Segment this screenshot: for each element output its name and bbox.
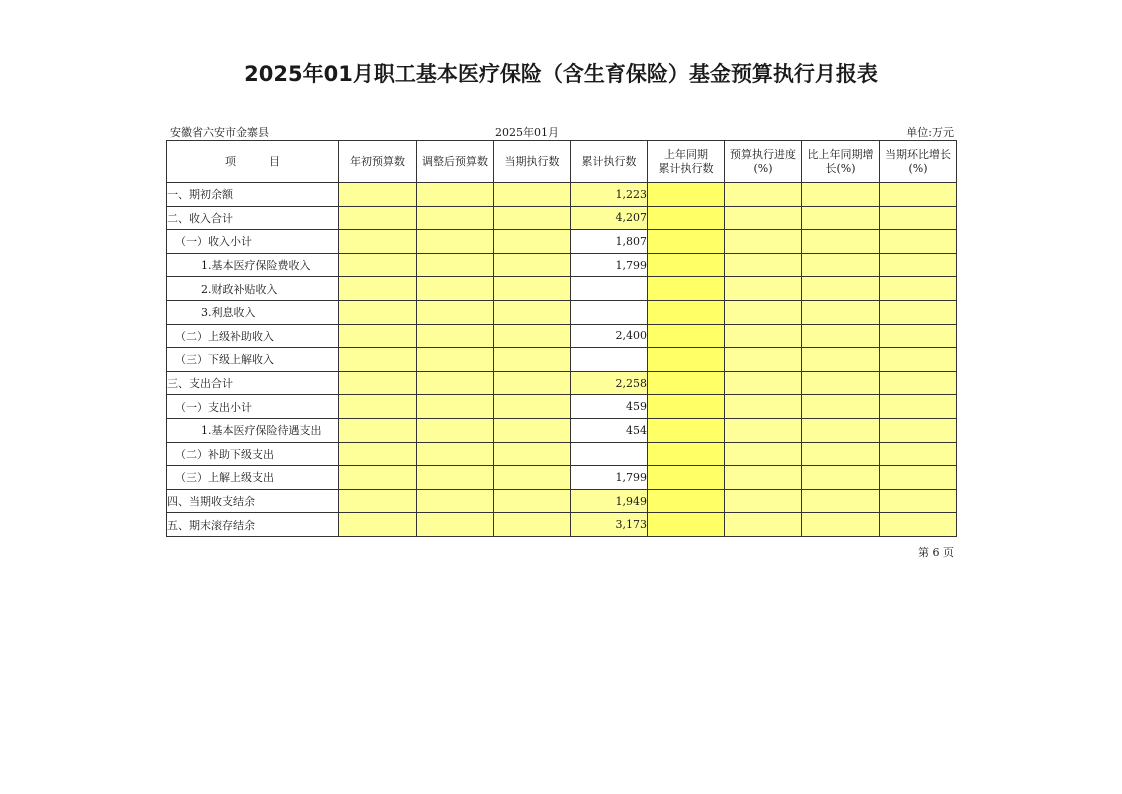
cell-last-year[interactable] [648,489,725,513]
cell-cumulative-exec[interactable] [571,277,648,301]
table-row [167,183,957,207]
cell-mom[interactable] [880,513,957,537]
cell-last-year[interactable] [648,513,725,537]
cell-initial-budget[interactable] [339,442,417,466]
cell-progress[interactable] [725,277,802,301]
cell-yoy[interactable] [802,230,880,254]
header-adjusted-budget: 调整后预算数 [417,141,494,183]
cell-last-year[interactable] [648,442,725,466]
budget-report-table [166,140,957,537]
cell-current-exec[interactable] [494,230,571,254]
cell-mom[interactable] [880,418,957,442]
row-label: （一）支出小计 [167,395,339,419]
table-row [167,395,957,419]
cell-initial-budget[interactable] [339,300,417,324]
cell-progress[interactable] [725,348,802,372]
cell-initial-budget[interactable] [339,230,417,254]
header-progress-line1: 预算执行进度 [730,147,796,161]
cell-last-year[interactable] [648,466,725,490]
cell-initial-budget[interactable] [339,489,417,513]
cell-yoy[interactable] [802,466,880,490]
cell-adjusted-budget[interactable] [417,442,494,466]
header-mom [880,141,957,183]
cell-progress[interactable] [725,442,802,466]
header-current-exec: 当期执行数 [494,141,571,183]
cell-current-exec[interactable] [494,395,571,419]
cell-mom[interactable] [880,324,957,348]
row-label: 二、收入合计 [167,206,339,230]
cell-progress[interactable] [725,206,802,230]
cell-progress[interactable] [725,230,802,254]
cell-yoy[interactable] [802,253,880,277]
header-last-year-line1: 上年同期 [664,147,708,161]
cell-adjusted-budget[interactable] [417,277,494,301]
cell-initial-budget[interactable] [339,183,417,207]
table-row [167,466,957,490]
row-label: 2.财政补贴收入 [167,277,339,301]
row-label: 1.基本医疗保险待遇支出 [167,418,339,442]
cell-last-year[interactable] [648,395,725,419]
table-row [167,277,957,301]
cell-yoy[interactable] [802,418,880,442]
period-label: 2025年01月 [495,126,559,139]
table-row [167,230,957,254]
cell-yoy[interactable] [802,442,880,466]
header-last-year-line2: 累计执行数 [658,161,714,175]
cell-current-exec[interactable] [494,253,571,277]
row-label: 1.基本医疗保险费收入 [167,253,339,277]
cell-initial-budget[interactable] [339,253,417,277]
cell-initial-budget[interactable] [339,277,417,301]
table-row [167,324,957,348]
table-row [167,442,957,466]
cell-cumulative-exec[interactable]: 4,207 [571,206,648,230]
table-row [167,348,957,372]
cell-current-exec[interactable] [494,206,571,230]
cell-mom[interactable] [880,300,957,324]
row-label: （二）补助下级支出 [167,442,339,466]
cell-adjusted-budget[interactable] [417,513,494,537]
table-row [167,253,957,277]
cell-initial-budget[interactable] [339,513,417,537]
cell-progress[interactable] [725,371,802,395]
cell-initial-budget[interactable] [339,395,417,419]
cell-current-exec[interactable] [494,348,571,372]
header-progress-line2: (%) [753,161,773,175]
header-cumulative-exec: 累计执行数 [571,141,648,183]
cell-cumulative-exec[interactable]: 2,400 [571,324,648,348]
cell-initial-budget[interactable] [339,371,417,395]
table-row [167,371,957,395]
cell-mom[interactable] [880,371,957,395]
cell-cumulative-exec[interactable]: 1,807 [571,230,648,254]
row-label: 一、期初余额 [167,183,339,207]
cell-progress[interactable] [725,395,802,419]
cell-cumulative-exec[interactable]: 1,799 [571,466,648,490]
cell-adjusted-budget[interactable] [417,489,494,513]
cell-adjusted-budget[interactable] [417,466,494,490]
cell-current-exec[interactable] [494,324,571,348]
table-row [167,300,957,324]
cell-progress[interactable] [725,253,802,277]
header-last-year [648,141,725,183]
header-progress [725,141,802,183]
row-label: （一）收入小计 [167,230,339,254]
cell-last-year[interactable] [648,230,725,254]
unit-label: 单位:万元 [906,126,954,139]
header-item: 项 目 [167,141,339,183]
table-row [167,513,957,537]
region-label: 安徽省六安市金寨县 [170,126,269,139]
cell-cumulative-exec[interactable]: 2,258 [571,371,648,395]
cell-yoy[interactable] [802,489,880,513]
cell-cumulative-exec[interactable]: 1,223 [571,183,648,207]
cell-yoy[interactable] [802,277,880,301]
cell-last-year[interactable] [648,324,725,348]
cell-yoy[interactable] [802,206,880,230]
cell-progress[interactable] [725,300,802,324]
cell-last-year[interactable] [648,371,725,395]
cell-yoy[interactable] [802,513,880,537]
cell-initial-budget[interactable] [339,324,417,348]
cell-current-exec[interactable] [494,442,571,466]
table-row [167,206,957,230]
cell-yoy[interactable] [802,395,880,419]
row-label: （二）上级补助收入 [167,324,339,348]
cell-initial-budget[interactable] [339,348,417,372]
cell-current-exec[interactable] [494,489,571,513]
table-row [167,489,957,513]
cell-adjusted-budget[interactable] [417,300,494,324]
cell-last-year[interactable] [648,418,725,442]
header-row [167,141,957,183]
cell-current-exec[interactable] [494,513,571,537]
cell-progress[interactable] [725,324,802,348]
cell-current-exec[interactable] [494,183,571,207]
cell-cumulative-exec[interactable] [571,348,648,372]
report-title: 2025年01月职工基本医疗保险（含生育保险）基金预算执行月报表 [244,62,878,86]
cell-current-exec[interactable] [494,300,571,324]
cell-initial-budget[interactable] [339,418,417,442]
cell-adjusted-budget[interactable] [417,206,494,230]
cell-adjusted-budget[interactable] [417,371,494,395]
header-yoy-line1: 比上年同期增 [807,147,874,161]
row-label: 四、当期收支结余 [167,489,339,513]
page-number: 第 6 页 [918,546,954,559]
cell-adjusted-budget[interactable] [417,348,494,372]
cell-progress[interactable] [725,183,802,207]
cell-yoy[interactable] [802,324,880,348]
cell-cumulative-exec[interactable] [571,300,648,324]
cell-adjusted-budget[interactable] [417,230,494,254]
cell-yoy[interactable] [802,371,880,395]
cell-mom[interactable] [880,442,957,466]
cell-yoy[interactable] [802,348,880,372]
row-label: （三）上解上级支出 [167,466,339,490]
cell-adjusted-budget[interactable] [417,395,494,419]
cell-adjusted-budget[interactable] [417,253,494,277]
header-mom-line2: (%) [908,161,928,175]
cell-cumulative-exec[interactable]: 1,949 [571,489,648,513]
cell-cumulative-exec[interactable]: 3,173 [571,513,648,537]
cell-cumulative-exec[interactable]: 454 [571,418,648,442]
cell-yoy[interactable] [802,183,880,207]
cell-cumulative-exec[interactable]: 1,799 [571,253,648,277]
cell-adjusted-budget[interactable] [417,324,494,348]
header-initial-budget: 年初预算数 [339,141,417,183]
cell-last-year[interactable] [648,300,725,324]
cell-mom[interactable] [880,395,957,419]
cell-progress[interactable] [725,418,802,442]
cell-adjusted-budget[interactable] [417,183,494,207]
cell-mom[interactable] [880,277,957,301]
cell-mom[interactable] [880,230,957,254]
cell-mom[interactable] [880,489,957,513]
header-yoy [802,141,880,183]
cell-yoy[interactable] [802,300,880,324]
cell-cumulative-exec[interactable]: 459 [571,395,648,419]
cell-initial-budget[interactable] [339,206,417,230]
table-row [167,418,957,442]
cell-mom[interactable] [880,253,957,277]
row-label: 3.利息收入 [167,300,339,324]
cell-last-year[interactable] [648,253,725,277]
cell-current-exec[interactable] [494,418,571,442]
cell-last-year[interactable] [648,183,725,207]
cell-cumulative-exec[interactable] [571,442,648,466]
row-label: （三）下级上解收入 [167,348,339,372]
cell-progress[interactable] [725,489,802,513]
cell-last-year[interactable] [648,277,725,301]
cell-current-exec[interactable] [494,371,571,395]
cell-progress[interactable] [725,513,802,537]
header-yoy-line2: 长(%) [825,161,856,175]
cell-mom[interactable] [880,206,957,230]
cell-initial-budget[interactable] [339,466,417,490]
header-mom-line1: 当期环比增长 [885,147,951,161]
cell-last-year[interactable] [648,348,725,372]
cell-adjusted-budget[interactable] [417,418,494,442]
cell-mom[interactable] [880,348,957,372]
cell-current-exec[interactable] [494,466,571,490]
row-label: 三、支出合计 [167,371,339,395]
cell-progress[interactable] [725,466,802,490]
cell-mom[interactable] [880,183,957,207]
cell-mom[interactable] [880,466,957,490]
row-label: 五、期末滚存结余 [167,513,339,537]
cell-current-exec[interactable] [494,277,571,301]
cell-last-year[interactable] [648,206,725,230]
